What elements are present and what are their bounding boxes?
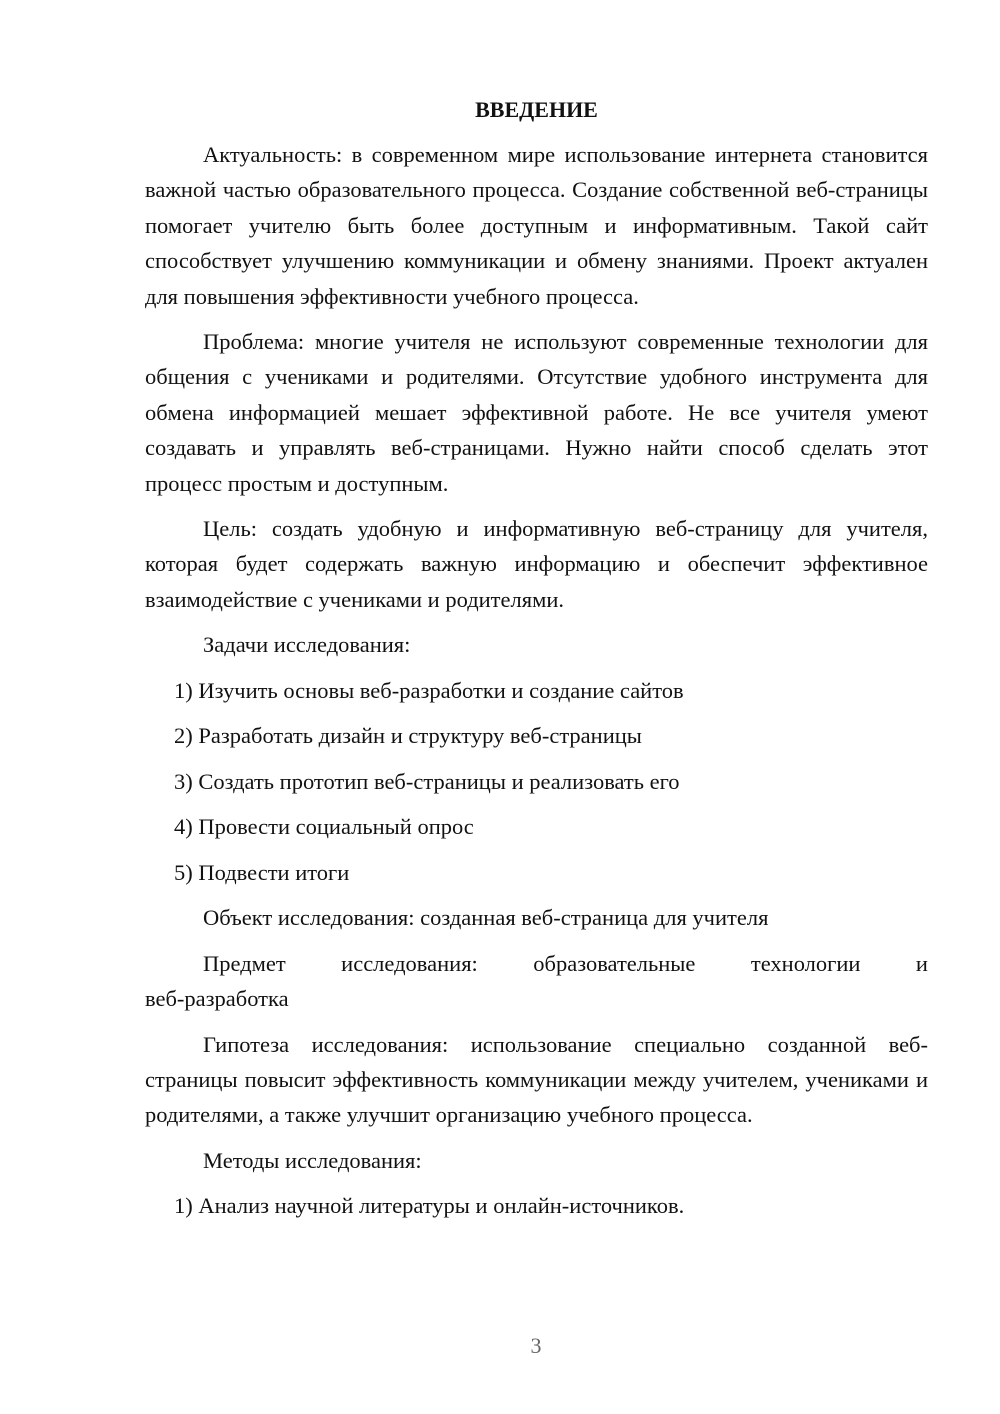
methods-heading: Методы исследования: xyxy=(203,1147,422,1173)
hypothesis-paragraph: Гипотеза исследования: использование специально созданной веб-страницы повысит эффективность коммуникации между учителем, учениками и родителями, а также улучшит организацию учебного процесса. xyxy=(145,1031,928,1128)
relevance-paragraph: Актуальность: в современном мире использование интернета становится важной частью образовательного процесса. Создание собственной веб-страницы помогает учителю быть более доступным и информативным. Такой сайт способствует улучшению коммуникации и обмену знаниями. Проект актуален для повышения эффективности учебного процесса. xyxy=(145,142,928,309)
section-title: ВВЕДЕНИЕ xyxy=(475,97,598,122)
task-item-2: 2) Разработать дизайн и структуру веб-страницы xyxy=(174,723,642,749)
task-item-1: 1) Изучить основы веб-разработки и создание сайтов xyxy=(174,677,684,703)
task-item-3: 3) Создать прототип веб-страницы и реализовать его xyxy=(174,768,680,794)
task-item-4: 4) Провести социальный опрос xyxy=(174,814,474,840)
subject-paragraph xyxy=(145,946,928,1017)
document-body xyxy=(145,95,928,1234)
problem-paragraph: Проблема: многие учителя не используют современные технологии для общения с учениками и родителями. Отсутствие удобного инструмента для обмена информацией мешает эффективной работе. Не все учителя умеют создавать и управлять веб-страницами. Нужно найти способ сделать этот процесс простым и доступным. xyxy=(145,329,928,496)
task-item-5: 5) Подвести итоги xyxy=(174,859,350,885)
tasks-heading: Задачи исследования: xyxy=(203,632,411,658)
object-paragraph: Объект исследования: созданная веб-страница для учителя xyxy=(203,905,769,931)
subject-word-4: технологии xyxy=(750,950,861,976)
page-number: 3 xyxy=(530,1333,542,1358)
subject-word-1: Предмет xyxy=(203,950,286,976)
goal-paragraph: Цель: создать удобную и информативную веб-страницу для учителя, которая будет содержать важную информацию и обеспечит эффективное взаимодействие с учениками и родителями. xyxy=(145,516,928,612)
subject-word-3: образовательные xyxy=(533,950,696,976)
subject-word-2: исследования: xyxy=(341,950,478,976)
subject-tail: веб-разработка xyxy=(145,986,289,1012)
method-item-1: 1) Анализ научной литературы и онлайн-источников. xyxy=(174,1193,685,1219)
subject-word-5: и xyxy=(915,950,928,976)
